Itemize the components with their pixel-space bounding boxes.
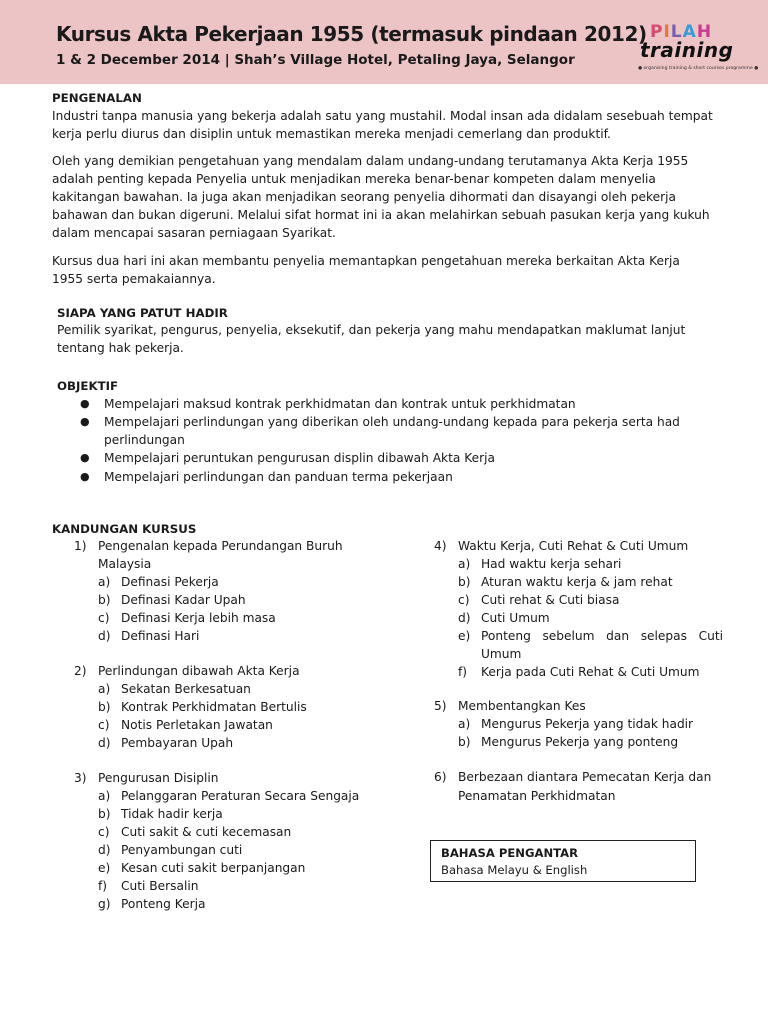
paragraph-line: dalam mencapai sasaran perniagaan Syarikat. — [52, 226, 336, 240]
paragraph-line: Pemilik syarikat, pengurus, penyelia, eksekutif, dan pekerja yang mahu mendapatkan maklumat lanjut — [57, 323, 686, 337]
bahasa-heading: BAHASA PENGANTAR — [441, 846, 579, 860]
paragraph-line: tentang hak pekerja. — [57, 341, 184, 355]
sub-item-letter: d) — [98, 843, 111, 857]
paragraph-line: kerja perlu diurus dan disiplin untuk memastikan mereka menjadi cemerlang dan produktif. — [52, 127, 611, 141]
sub-item: Penyambungan cuti — [121, 843, 243, 857]
sub-item: Ponteng Kerja — [121, 897, 206, 911]
sub-item: Pembayaran Upah — [121, 736, 234, 750]
sub-item: Cuti sakit & cuti kecemasan — [121, 825, 292, 839]
course-title: Kursus Akta Pekerjaan 1955 (termasuk pindaan 2012) — [56, 22, 647, 46]
sub-item: Mengurus Pekerja yang tidak hadir — [481, 717, 694, 731]
sub-item-letter: a) — [98, 789, 111, 803]
objektif-item: Mempelajari perlindungan yang diberikan oleh undang-undang kepada para pekerja serta had — [104, 415, 680, 429]
sub-item-letter: a) — [98, 575, 111, 589]
sub-item-letter: b) — [98, 593, 111, 607]
sub-item: Mengurus Pekerja yang ponteng — [481, 735, 679, 749]
bullet-icon: ● — [80, 470, 90, 483]
section-title-continued: Penamatan Perkhidmatan — [458, 789, 616, 803]
sub-item-letter: a) — [98, 682, 111, 696]
course-date-venue: 1 & 2 December 2014 | Shah’s Village Hotel, Petaling Jaya, Selangor — [56, 52, 575, 68]
section-heading-siapa: SIAPA YANG PATUT HADIR — [57, 306, 228, 320]
sub-item-letter: b) — [98, 807, 111, 821]
siapa-paragraph — [57, 321, 725, 357]
sub-item: Definasi Pekerja — [121, 575, 219, 589]
sub-item: Pelanggaran Peraturan Secara Sengaja — [121, 789, 360, 803]
sub-item: Sekatan Berkesatuan — [121, 682, 251, 696]
sub-item: Cuti Bersalin — [121, 879, 199, 893]
paragraph-line: bahawan dan bukan digeruni. Melalui sifat hormat ini ia akan melahirkan sebuah pasukan kerja yang kukuh — [52, 208, 710, 222]
section-heading-kandungan: KANDUNGAN KURSUS — [52, 522, 197, 536]
bullet-icon: ● — [80, 397, 90, 410]
section-number: 1) — [74, 539, 87, 553]
sub-item-letter: a) — [458, 717, 471, 731]
section-title: Pengurusan Disiplin — [98, 771, 219, 785]
bahasa-value: Bahasa Melayu & English — [441, 863, 588, 877]
paragraph-line: kakitangan bawahan. Ia juga akan menjadikan seorang penyelia dihormati dan disayangi oleh pekerja — [52, 190, 677, 204]
sub-item: Kerja pada Cuti Rehat & Cuti Umum — [481, 665, 700, 679]
section-title: Berbezaan diantara Pemecatan Kerja dan — [458, 770, 712, 784]
sub-item: Cuti Umum — [481, 611, 550, 625]
paragraph-line: Oleh yang demikian pengetahuan yang mendalam dalam undang-undang terutamanya Akta Kerja 1955 — [52, 154, 689, 168]
sub-item-letter: e) — [98, 861, 111, 875]
sub-item-letter: b) — [98, 700, 111, 714]
sub-item-letter: c) — [458, 593, 470, 607]
section-number: 3) — [74, 771, 87, 785]
sub-item-letter: a) — [458, 557, 471, 571]
pengenalan-paragraph-1 — [52, 107, 725, 143]
section-title: Perlindungan dibawah Akta Kerja — [98, 664, 300, 678]
sub-item: Definasi Kerja lebih masa — [121, 611, 276, 625]
sub-item-letter: f) — [98, 879, 108, 893]
pengenalan-paragraph-2 — [52, 152, 725, 242]
sub-item-continued: Umum — [481, 647, 522, 661]
bahasa-pengantar-box — [430, 840, 696, 882]
logo-letter: H — [696, 22, 713, 42]
section-number: 4) — [434, 539, 447, 553]
sub-item-letter: d) — [458, 611, 471, 625]
paragraph-line: Kursus dua hari ini akan membantu penyelia memantapkan pengetahuan mereka berkaitan Akta Kerja — [52, 254, 680, 268]
sub-item: Aturan waktu kerja & jam rehat — [481, 575, 673, 589]
section-title-continued: Malaysia — [98, 557, 152, 571]
sub-item: Cuti rehat & Cuti biasa — [481, 593, 620, 607]
sub-item-letter: b) — [458, 575, 471, 589]
logo-letter: L — [670, 22, 683, 42]
logo-letter: I — [663, 22, 671, 42]
sub-item: Definasi Hari — [121, 629, 200, 643]
logo-word-training: training — [640, 38, 734, 62]
sub-item: Ponteng sebelum dan selepas Cuti — [481, 629, 723, 643]
section-heading-pengenalan: PENGENALAN — [52, 91, 142, 105]
objektif-item-continued: perlindungan — [104, 433, 185, 447]
section-number: 6) — [434, 770, 447, 784]
logo-letter: A — [682, 22, 697, 42]
section-number: 5) — [434, 699, 447, 713]
sub-item: Notis Perletakan Jawatan — [121, 718, 273, 732]
pilah-training-logo — [636, 22, 759, 76]
logo-tagline: ● organising training & short courses programme ● — [638, 66, 759, 71]
objektif-item: Mempelajari maksud kontrak perkhidmatan dan kontrak untuk perkhidmatan — [104, 397, 576, 411]
objektif-item: Mempelajari perlindungan dan panduan terma pekerjaan — [104, 470, 453, 484]
paragraph-line: Industri tanpa manusia yang bekerja adalah satu yang mustahil. Modal insan ada didalam sesebuah tempat — [52, 109, 713, 123]
header-banner — [0, 0, 768, 84]
sub-item-letter: c) — [98, 825, 110, 839]
section-heading-objektif: OBJEKTIF — [57, 379, 119, 393]
section-number: 2) — [74, 664, 87, 678]
sub-item: Tidak hadir kerja — [121, 807, 223, 821]
sub-item: Definasi Kadar Upah — [121, 593, 246, 607]
paragraph-line: 1955 serta pemakaiannya. — [52, 272, 216, 286]
sub-item-letter: g) — [98, 897, 111, 911]
sub-item: Kesan cuti sakit berpanjangan — [121, 861, 306, 875]
pengenalan-paragraph-3 — [52, 252, 725, 288]
sub-item-letter: d) — [98, 736, 111, 750]
sub-item-letter: f) — [458, 665, 468, 679]
bullet-icon: ● — [80, 451, 90, 464]
sub-item-letter: b) — [458, 735, 471, 749]
sub-item: Had waktu kerja sehari — [481, 557, 622, 571]
paragraph-line: adalah penting kepada Penyelia untuk menjadikan mereka benar-benar kompeten dalam menyelia — [52, 172, 656, 186]
section-title: Membentangkan Kes — [458, 699, 586, 713]
logo-letter: P — [650, 22, 664, 42]
sub-item: Kontrak Perkhidmatan Bertulis — [121, 700, 307, 714]
section-title: Waktu Kerja, Cuti Rehat & Cuti Umum — [458, 539, 689, 553]
objektif-item: Mempelajari peruntukan pengurusan displin dibawah Akta Kerja — [104, 451, 495, 465]
sub-item-letter: d) — [98, 629, 111, 643]
sub-item-letter: e) — [458, 629, 471, 643]
sub-item-letter: c) — [98, 611, 110, 625]
section-title: Pengenalan kepada Perundangan Buruh — [98, 539, 343, 553]
sub-item-letter: c) — [98, 718, 110, 732]
bullet-icon: ● — [80, 415, 90, 428]
